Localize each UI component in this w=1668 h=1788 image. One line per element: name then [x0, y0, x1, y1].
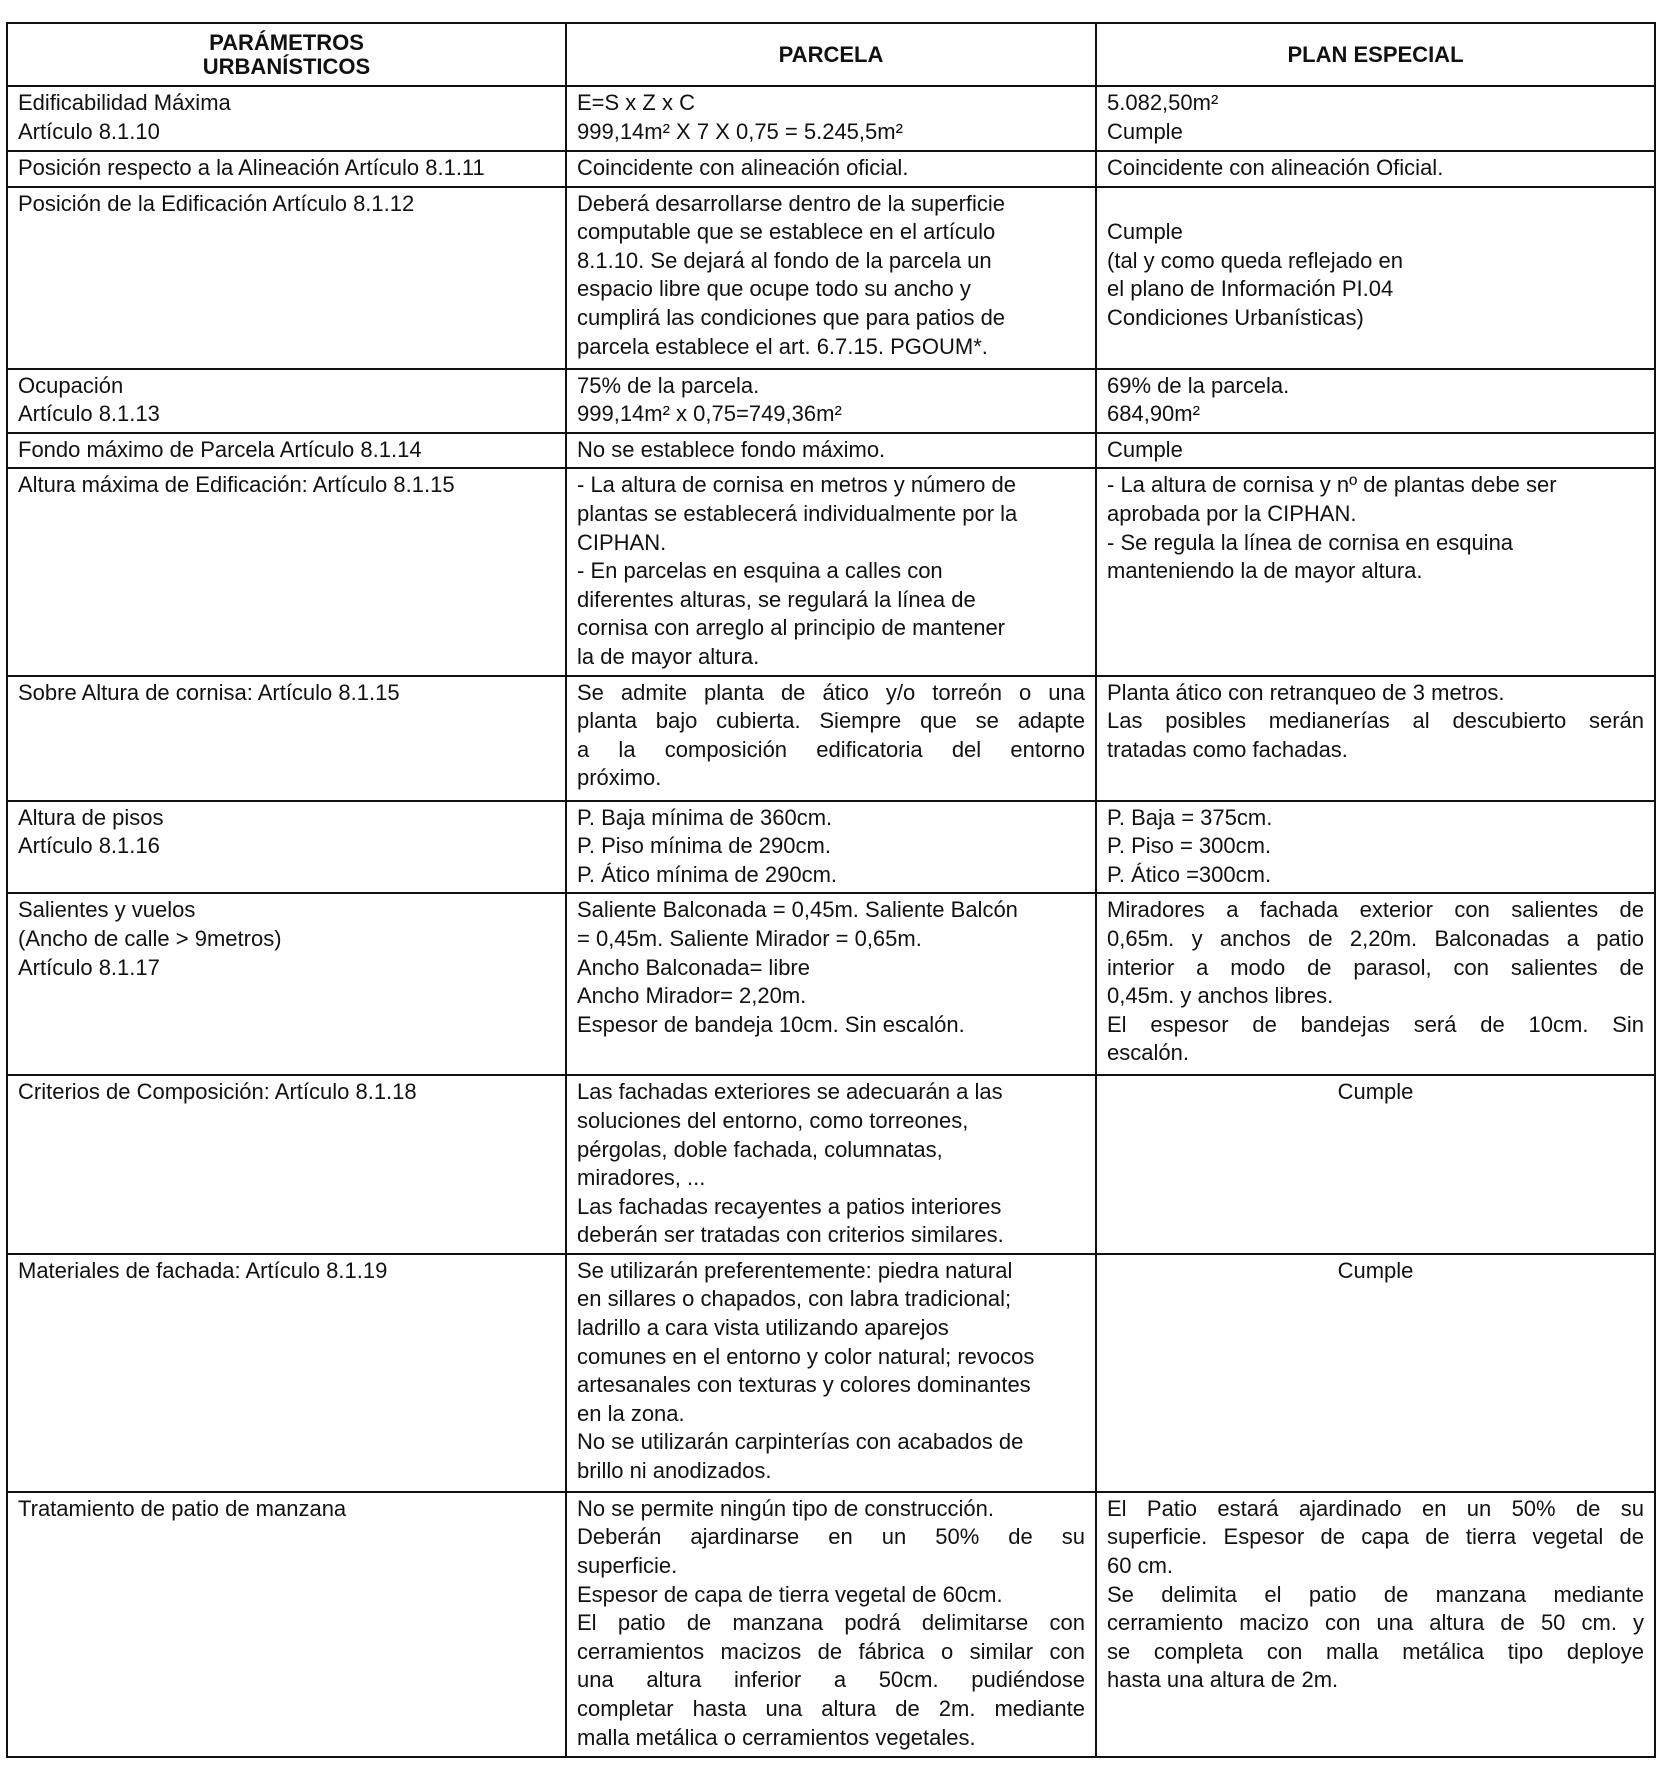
- cell-text-line: Ancho Mirador= 2,20m.: [577, 983, 807, 1009]
- cell-text-line: Edificabilidad Máxima: [18, 90, 231, 115]
- cell-text-line: P. Baja = 375cm.: [1107, 804, 1273, 830]
- cell-text-line: deberán ser tratadas con criterios similares.: [577, 1222, 1004, 1248]
- cell-param: [7, 676, 566, 801]
- cell-text-line: [1107, 190, 1644, 219]
- cell-text-line: El patio de manzana podrá delimitarse con: [577, 1610, 1085, 1636]
- cell-text-line: No se utilizarán carpinterías con acabados de: [577, 1429, 1024, 1455]
- cell-text-line: en sillares o chapados, con labra tradicional;: [577, 1286, 1012, 1312]
- cell-text-line: cerramiento macizo con una altura de 50 cm. y: [1107, 1610, 1644, 1636]
- urban-parameters-table: [6, 22, 1656, 1758]
- cell-text-line: - Se regula la línea de cornisa en esquina: [1107, 529, 1514, 555]
- cell-text-line: escalón.: [1107, 1040, 1189, 1066]
- cell-text-line: computable que se establece en el artículo: [577, 219, 996, 245]
- cell-text-line: manteniendo la de mayor altura.: [1107, 558, 1423, 584]
- cell-text-line: Salientes y vuelos: [18, 897, 196, 923]
- cell-text-line: en la zona.: [577, 1400, 685, 1426]
- cell-text-line: Altura máxima de Edificación: Artículo 8.1.15: [18, 472, 455, 498]
- cell-text-line: P. Ático =300cm.: [1107, 861, 1272, 887]
- table-row: [7, 151, 1655, 187]
- cell-text-line: 69% de la parcela.: [1107, 372, 1290, 398]
- table-row: [7, 1254, 1655, 1492]
- cell-parcela: [566, 151, 1096, 187]
- cell-text-line: Posición respecto a la Alineación Artículo 8.1.11: [18, 155, 485, 180]
- cell-text-line: aprobada por la CIPHAN.: [1107, 500, 1357, 526]
- cell-plan: [1096, 369, 1655, 433]
- cell-text-line: superficie. Espesor de capa de tierra vegetal de: [1107, 1524, 1644, 1550]
- cell-text-line: soluciones del entorno, como torreones,: [577, 1107, 969, 1133]
- cell-text-line: Artículo 8.1.13: [18, 401, 160, 427]
- cell-text-line: se completa con malla metálica tipo deploye: [1107, 1638, 1644, 1664]
- cell-text-line: Espesor de bandeja 10cm. Sin escalón.: [577, 1011, 965, 1037]
- cell-text-line: ladrillo a cara vista utilizando aparejos: [577, 1315, 949, 1341]
- table-row: [7, 433, 1655, 469]
- cell-text-line: diferentes alturas, se regulará la línea de: [577, 586, 976, 612]
- cell-text-line: malla metálica o cerramientos vegetales.: [577, 1724, 976, 1750]
- cell-param: [7, 468, 566, 675]
- table-row: [7, 801, 1655, 894]
- cell-text-line: P. Baja mínima de 360cm.: [577, 804, 833, 830]
- cell-text-line: Ancho Balconada= libre: [577, 954, 810, 980]
- cell-text-line: Deberá desarrollarse dentro de la superficie: [577, 190, 1006, 216]
- cell-text-line: Cumple: [1107, 219, 1183, 245]
- cell-text-line: Coincidente con alineación oficial.: [577, 155, 909, 180]
- cell-text-line: Las fachadas exteriores se adecuarán a las: [577, 1079, 1003, 1105]
- header-parcela: PARCELA: [566, 23, 1096, 86]
- cell-text-line: el plano de Información PI.04: [1107, 276, 1394, 302]
- table-row: [7, 187, 1655, 369]
- cell-param: [7, 1254, 566, 1492]
- cell-parcela: [566, 369, 1096, 433]
- cell-text-line: - La altura de cornisa y nº de plantas debe ser: [1107, 472, 1557, 498]
- cell-text-line: plantas se establecerá individualmente por la: [577, 500, 1018, 526]
- cell-text-line: cerramientos macizos de fábrica o similar con: [577, 1638, 1085, 1664]
- cell-plan: [1096, 86, 1655, 151]
- header-parametros: [7, 23, 566, 86]
- table-row: [7, 1075, 1655, 1254]
- cell-parcela: [566, 86, 1096, 151]
- cell-param: [7, 1075, 566, 1254]
- cell-text-line: P. Ático mínima de 290cm.: [577, 861, 838, 887]
- table-row: [7, 86, 1655, 151]
- cell-text-line: planta bajo cubierta. Siempre que se adapte: [577, 708, 1085, 734]
- cell-text-line: = 0,45m. Saliente Mirador = 0,65m.: [577, 925, 922, 951]
- cell-plan: [1096, 676, 1655, 801]
- cell-text-line: 75% de la parcela.: [577, 372, 760, 398]
- cell-text-line: próximo.: [577, 765, 662, 791]
- cell-text-line: El espesor de bandejas será de 10cm. Sin: [1107, 1011, 1644, 1037]
- table-row: [7, 893, 1655, 1075]
- cell-plan: [1096, 468, 1655, 675]
- cell-text-line: Planta ático con retranqueo de 3 metros.: [1107, 679, 1505, 705]
- cell-text-line: Se delimita el patio de manzana mediante: [1107, 1581, 1644, 1607]
- cell-text-line: a la composición edificatoria del entorno: [577, 736, 1085, 762]
- cell-text-line: Condiciones Urbanísticas): [1107, 304, 1364, 330]
- cell-text-line: parcela establece el art. 6.7.15. PGOUM*.: [577, 333, 988, 359]
- cell-text-line: Materiales de fachada: Artículo 8.1.19: [18, 1257, 388, 1283]
- cell-text-line: Coincidente con alineación Oficial.: [1107, 155, 1444, 180]
- cell-text-line: Artículo 8.1.10: [18, 118, 160, 144]
- cell-text-line: Cumple: [1337, 1257, 1414, 1283]
- cell-text-line: - La altura de cornisa en metros y número de: [577, 472, 1017, 498]
- cell-text-line: comunes en el entorno y color natural; revocos: [577, 1343, 1035, 1369]
- cell-text-line: Deberán ajardinarse en un 50% de su: [577, 1524, 1085, 1550]
- header-row: [7, 23, 1655, 86]
- cell-text-line: Se utilizarán preferentemente: piedra natural: [577, 1257, 1013, 1283]
- cell-plan: [1096, 1075, 1655, 1254]
- cell-text-line: Altura de pisos: [18, 804, 164, 830]
- cell-text-line: 0,65m. y anchos de 2,20m. Balconadas a patio: [1107, 925, 1644, 951]
- table-row: [7, 1492, 1655, 1757]
- cell-text-line: artesanales con texturas y colores dominantes: [577, 1372, 1031, 1398]
- cell-text-line: Miradores a fachada exterior con salientes de: [1107, 897, 1644, 923]
- cell-text-line: cumplirá las condiciones que para patios de: [577, 304, 1006, 330]
- cell-text-line: una altura inferior a 50cm. pudiéndose: [577, 1667, 1085, 1693]
- cell-text-line: (Ancho de calle > 9metros): [18, 925, 282, 951]
- cell-text-line: hasta una altura de 2m.: [1107, 1667, 1339, 1693]
- cell-text-line: tratadas como fachadas.: [1107, 736, 1348, 762]
- cell-parcela: [566, 1254, 1096, 1492]
- cell-param: [7, 151, 566, 187]
- cell-text-line: 0,45m. y anchos libres.: [1107, 983, 1334, 1009]
- cell-text-line: Cumple: [1107, 118, 1183, 144]
- cell-text-line: la de mayor altura.: [577, 643, 760, 669]
- cell-text-line: 684,90m²: [1107, 401, 1200, 427]
- cell-text-line: Posición de la Edificación Artículo 8.1.12: [18, 190, 415, 216]
- cell-text-line: miradores, ...: [577, 1165, 706, 1191]
- cell-text-line: 60 cm.: [1107, 1553, 1174, 1579]
- cell-text-line: Tratamiento de patio de manzana: [18, 1495, 347, 1521]
- cell-plan: [1096, 893, 1655, 1075]
- cell-plan: [1096, 151, 1655, 187]
- cell-text-line: P. Piso mínima de 290cm.: [577, 833, 831, 859]
- cell-param: [7, 893, 566, 1075]
- cell-text-line: P. Piso = 300cm.: [1107, 833, 1272, 859]
- cell-text-line: E=S x Z x C: [577, 90, 695, 115]
- cell-text-line: Saliente Balconada = 0,45m. Saliente Balcón: [577, 897, 1018, 923]
- cell-text-line: 5.082,50m²: [1107, 90, 1219, 115]
- cell-text-line: CIPHAN.: [577, 529, 667, 555]
- cell-text-line: No se establece fondo máximo.: [577, 436, 886, 462]
- cell-text-line: Artículo 8.1.16: [18, 833, 160, 859]
- cell-plan: [1096, 1254, 1655, 1492]
- cell-text-line: No se permite ningún tipo de construcción.: [577, 1495, 995, 1521]
- cell-text-line: Las fachadas recayentes a patios interiores: [577, 1193, 1002, 1219]
- header-parametros-line1: PARÁMETROS: [209, 29, 364, 55]
- header-plan-especial: PLAN ESPECIAL: [1096, 23, 1655, 86]
- cell-parcela: [566, 1075, 1096, 1254]
- cell-text-line: Espesor de capa de tierra vegetal de 60cm.: [577, 1581, 1003, 1607]
- cell-parcela: [566, 801, 1096, 894]
- cell-param: [7, 1492, 566, 1757]
- cell-text-line: cornisa con arreglo al principio de mantener: [577, 615, 1006, 641]
- cell-text-line: 999,14m² x 0,75=749,36m²: [577, 401, 842, 427]
- cell-parcela: [566, 893, 1096, 1075]
- cell-text-line: El Patio estará ajardinado en un 50% de su: [1107, 1495, 1644, 1521]
- cell-param: [7, 369, 566, 433]
- cell-text-line: brillo ni anodizados.: [577, 1458, 772, 1484]
- cell-parcela: [566, 676, 1096, 801]
- cell-text-line: Cumple: [1107, 436, 1183, 462]
- cell-param: [7, 433, 566, 469]
- cell-text-line: (tal y como queda reflejado en: [1107, 247, 1403, 273]
- header-parametros-line2: URBANÍSTICOS: [202, 53, 371, 79]
- cell-text-line: 8.1.10. Se dejará al fondo de la parcela un: [577, 247, 992, 273]
- cell-text-line: interior a modo de parasol, con salientes de: [1107, 954, 1644, 980]
- cell-text-line: superficie.: [577, 1553, 678, 1579]
- table-row: [7, 468, 1655, 675]
- cell-param: [7, 801, 566, 894]
- cell-text-line: pérgolas, doble fachada, columnatas,: [577, 1136, 943, 1162]
- cell-parcela: [566, 1492, 1096, 1757]
- cell-parcela: [566, 187, 1096, 369]
- cell-text-line: espacio libre que ocupe todo su ancho y: [577, 276, 971, 302]
- cell-plan: [1096, 801, 1655, 894]
- cell-text-line: completar hasta una altura de 2m. mediante: [577, 1696, 1085, 1722]
- cell-plan: [1096, 187, 1655, 369]
- cell-text-line: - En parcelas en esquina a calles con: [577, 558, 943, 584]
- cell-parcela: [566, 433, 1096, 469]
- cell-text-line: Las posibles medianerías al descubierto serán: [1107, 708, 1644, 734]
- cell-text-line: Fondo máximo de Parcela Artículo 8.1.14: [18, 436, 422, 462]
- cell-plan: [1096, 1492, 1655, 1757]
- cell-text-line: Criterios de Composición: Artículo 8.1.18: [18, 1079, 417, 1105]
- table-row: [7, 676, 1655, 801]
- cell-text-line: Ocupación: [18, 372, 124, 398]
- table-body: [7, 86, 1655, 1757]
- cell-param: [7, 187, 566, 369]
- cell-text-line: 999,14m² X 7 X 0,75 = 5.245,5m²: [577, 118, 903, 144]
- cell-text-line: Artículo 8.1.17: [18, 954, 160, 980]
- cell-parcela: [566, 468, 1096, 675]
- table-row: [7, 369, 1655, 433]
- cell-text-line: Sobre Altura de cornisa: Artículo 8.1.15: [18, 679, 400, 705]
- cell-text-line: Cumple: [1337, 1079, 1414, 1105]
- cell-text-line: Se admite planta de ático y/o torreón o una: [577, 679, 1085, 705]
- cell-param: [7, 86, 566, 151]
- cell-plan: [1096, 433, 1655, 469]
